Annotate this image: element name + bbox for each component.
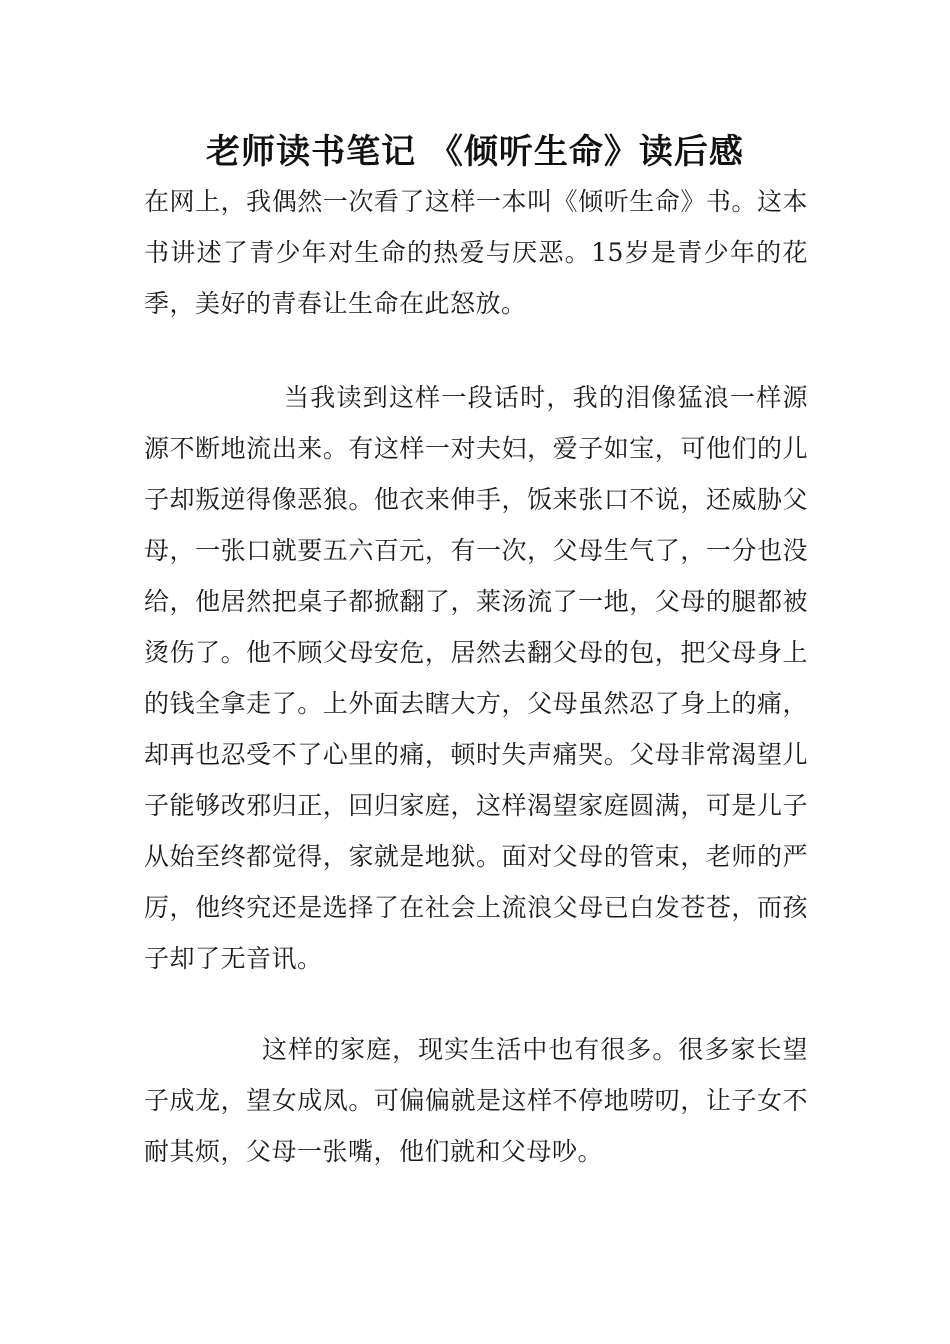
document-title: 老师读书笔记 《倾听生命》读后感 — [206, 132, 744, 172]
paragraph-story: 当我读到这样一段话时，我的泪像猛浪一样源源不断地流出来。有这样一对夫妇，爱子如宝，可他们的儿子却叛逆得像恶狼。他衣来伸手，饭来张口不说，还威胁父母，一张口就要五六百元，有一次，父母生气了，一分也没给，他居然把桌子都掀翻了，莱汤流了一地，父母的腿都被烫伤了。他不顾父母安危，居然去翻父母的包，把父母身上的钱全拿走了。上外面去瞎大方，父母虽然忍了身上的痛，却再也忍受不了心里的痛，顿时失声痛哭。父母非常渴望儿子能够改邪归正，回归家庭，这样渴望家庭圆满，可是儿子从始至终都觉得，家就是地狱。面对父母的管束，老师的严厉，他终究还是选择了在社会上流浪父母已白发苍苍，而孩子却了无音讯。 — [144, 383, 808, 973]
paragraph-reflection: 这样的家庭，现实生活中也有很多。很多家长望子成龙，望女成凤。可偏偏就是这样不停地唠叨，让子女不耐其烦，父母一张嘴，他们就和父母吵。 — [144, 1035, 808, 1166]
paragraph-intro: 在网上，我偶然一次看了这样一本叫《倾听生命》书。这本书讲述了青少年对生命的热爱与厌恶。15岁是青少年的花季，美好的青春让生命在此怒放。 — [144, 187, 808, 318]
